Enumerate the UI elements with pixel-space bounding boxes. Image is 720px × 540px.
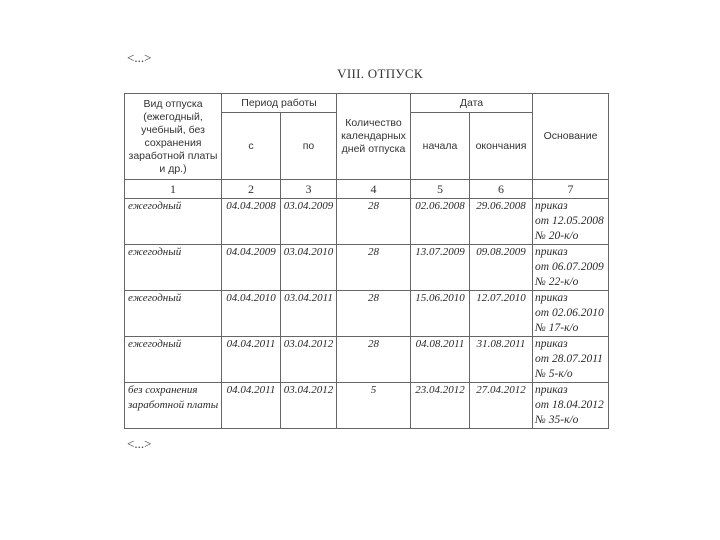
cell-period-to: 03.04.2011	[281, 291, 337, 337]
basis-number: № 35-к/о	[535, 414, 579, 426]
header-period: Период работы	[222, 94, 337, 113]
table-row	[125, 291, 609, 337]
cell-date-start: 04.08.2011	[411, 337, 470, 383]
cell-date-start: 13.07.2009	[411, 245, 470, 291]
column-number: 4	[337, 180, 411, 199]
basis-date: от 28.07.2011	[535, 353, 603, 365]
header-date-start: начала	[411, 113, 470, 180]
header-date: Дата	[411, 94, 533, 113]
header-period-from: с	[222, 113, 281, 180]
cell-date-end: 31.08.2011	[470, 337, 533, 383]
column-number: 6	[470, 180, 533, 199]
basis-doc: приказ	[535, 246, 568, 258]
table-row	[125, 199, 609, 245]
cell-kind: без сохранения заработной платы	[125, 383, 222, 429]
section-title: VIII. ОТПУСК	[337, 66, 423, 81]
cell-period-to: 03.04.2012	[281, 383, 337, 429]
leave-table	[124, 93, 609, 429]
column-number: 7	[533, 180, 609, 199]
basis-number: № 5-к/о	[535, 368, 573, 380]
header-period-to: по	[281, 113, 337, 180]
cell-kind: ежегодный	[125, 245, 222, 291]
cell-period-to: 03.04.2009	[281, 199, 337, 245]
basis-doc: приказ	[535, 200, 568, 212]
cell-basis	[533, 199, 609, 245]
basis-date: от 06.07.2009	[535, 261, 604, 273]
cell-basis	[533, 245, 609, 291]
basis-number: № 17-к/о	[535, 322, 579, 334]
cell-date-end: 27.04.2012	[470, 383, 533, 429]
cell-kind: ежегодный	[125, 291, 222, 337]
table-row	[125, 383, 609, 429]
basis-doc: приказ	[535, 338, 568, 350]
column-number: 3	[281, 180, 337, 199]
cell-period-from: 04.04.2011	[222, 383, 281, 429]
cell-date-start: 23.04.2012	[411, 383, 470, 429]
cell-date-start: 15.06.2010	[411, 291, 470, 337]
cell-basis	[533, 291, 609, 337]
column-number: 5	[411, 180, 470, 199]
cell-days: 5	[337, 383, 411, 429]
cell-days: 28	[337, 337, 411, 383]
cell-date-end: 12.07.2010	[470, 291, 533, 337]
cell-days: 28	[337, 199, 411, 245]
cell-days: 28	[337, 291, 411, 337]
cell-basis	[533, 337, 609, 383]
cell-period-from: 04.04.2008	[222, 199, 281, 245]
basis-date: от 18.04.2012	[535, 399, 604, 411]
cell-date-end: 29.06.2008	[470, 199, 533, 245]
header-basis: Основание	[533, 94, 609, 180]
column-number: 2	[222, 180, 281, 199]
column-number: 1	[125, 180, 222, 199]
basis-date: от 02.06.2010	[535, 307, 604, 319]
cell-period-to: 03.04.2012	[281, 337, 337, 383]
ellipsis-bottom: <...>	[127, 436, 152, 451]
cell-date-start: 02.06.2008	[411, 199, 470, 245]
cell-period-to: 03.04.2010	[281, 245, 337, 291]
header-date-end: окончания	[470, 113, 533, 180]
cell-period-from: 04.04.2010	[222, 291, 281, 337]
basis-doc: приказ	[535, 292, 568, 304]
cell-period-from: 04.04.2011	[222, 337, 281, 383]
cell-kind: ежегодный	[125, 199, 222, 245]
header-kind: Вид отпуска (ежегодный, учебный, без сохранения заработной платы и др.)	[125, 94, 222, 180]
cell-days: 28	[337, 245, 411, 291]
basis-number: № 22-к/о	[535, 276, 579, 288]
table-row	[125, 245, 609, 291]
basis-doc: приказ	[535, 384, 568, 396]
cell-basis	[533, 383, 609, 429]
cell-date-end: 09.08.2009	[470, 245, 533, 291]
table-row	[125, 337, 609, 383]
header-days: Количество календарных дней отпуска	[337, 94, 411, 180]
ellipsis-top: <...>	[127, 50, 152, 65]
cell-kind: ежегодный	[125, 337, 222, 383]
basis-date: от 12.05.2008	[535, 215, 604, 227]
column-number-row	[125, 180, 609, 199]
basis-number: № 20-к/о	[535, 230, 579, 242]
cell-period-from: 04.04.2009	[222, 245, 281, 291]
